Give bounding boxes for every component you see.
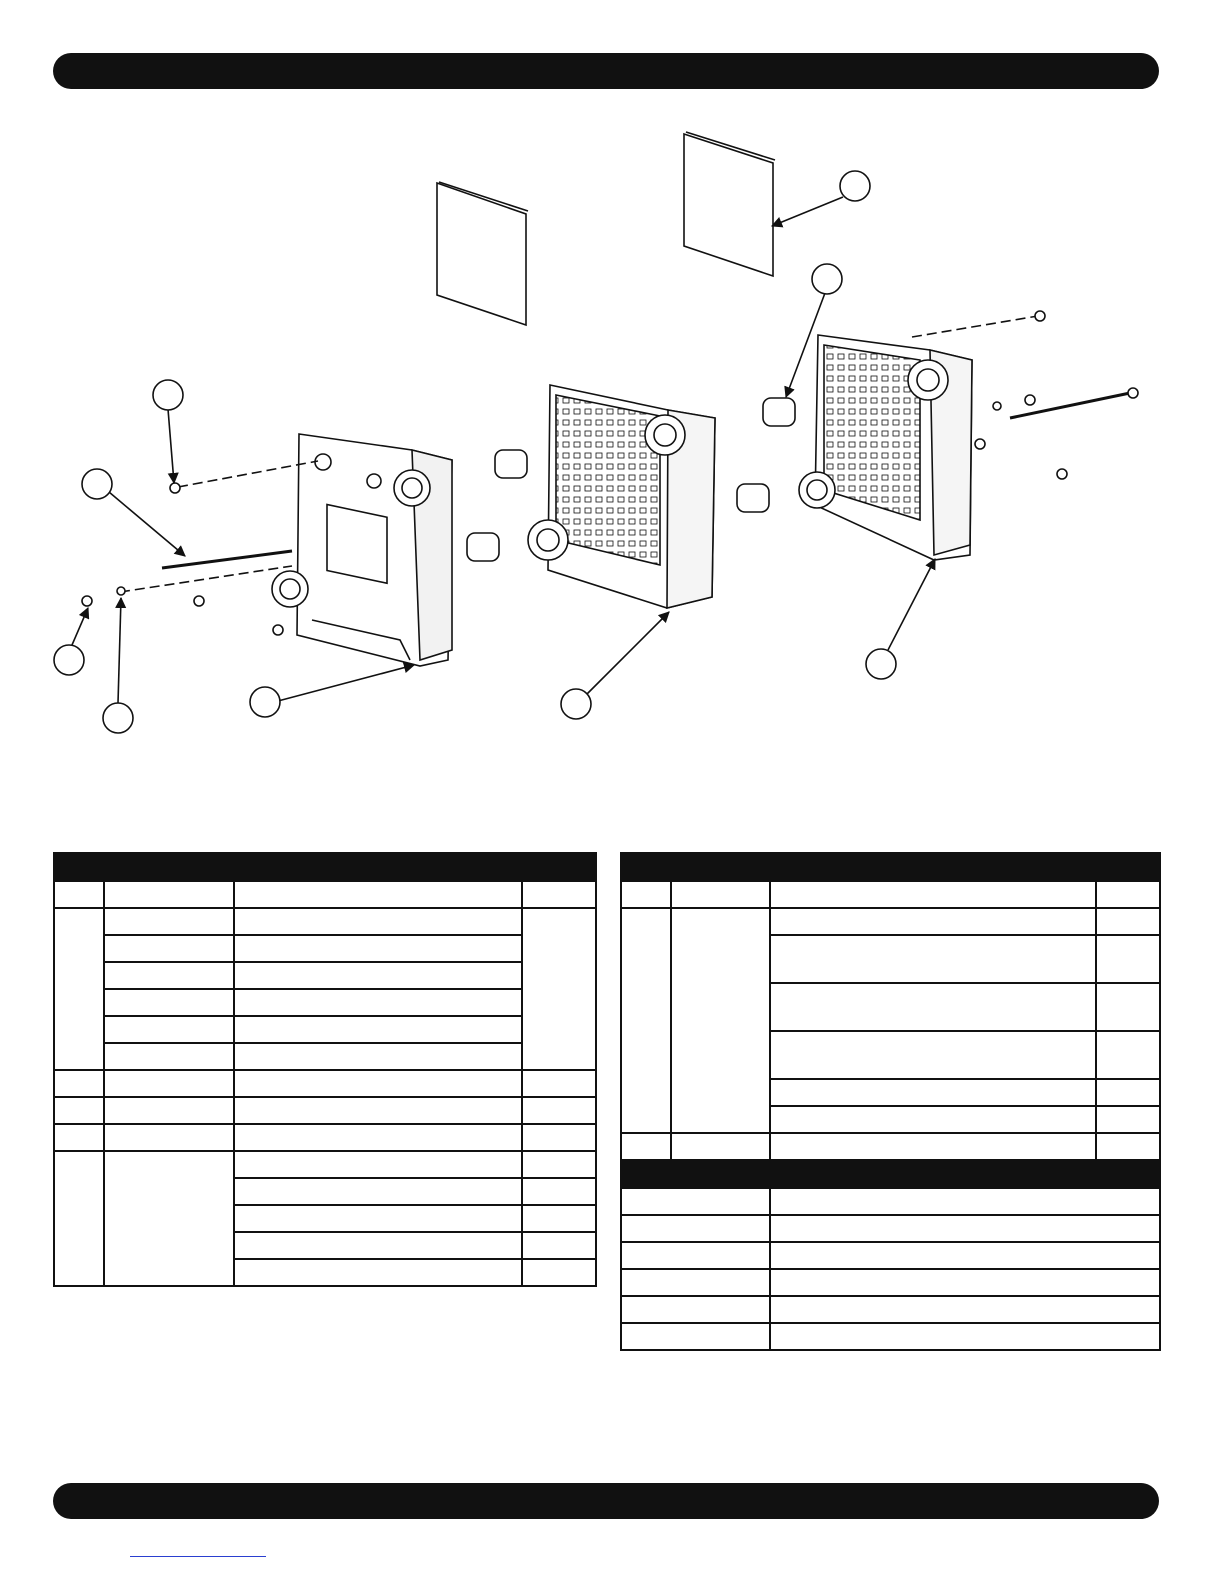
parts-table-right — [620, 852, 1161, 1351]
table-row — [54, 935, 596, 962]
table-row — [621, 881, 1160, 908]
callout-5 — [54, 645, 84, 675]
callout-9 — [866, 649, 896, 679]
table-row — [621, 1296, 1160, 1323]
callout-2 — [812, 264, 842, 294]
table-row — [54, 1070, 596, 1097]
table-row — [54, 1016, 596, 1043]
callout-1 — [840, 171, 870, 201]
callout-7 — [250, 687, 280, 717]
gasket-sheet-right — [684, 132, 775, 276]
table-row — [54, 1043, 596, 1070]
table-row — [54, 989, 596, 1016]
middle-section — [528, 385, 715, 608]
footer-bar — [53, 1483, 1159, 1519]
table-row — [621, 1269, 1160, 1296]
table-row — [621, 1133, 1160, 1160]
table-header-row — [621, 853, 1160, 881]
header-part-number — [671, 853, 770, 881]
section-header-row — [621, 1160, 1160, 1188]
table-row — [621, 1188, 1160, 1215]
header-item — [54, 853, 104, 881]
table-row — [54, 881, 596, 908]
table-row — [54, 908, 596, 935]
table-row — [54, 962, 596, 989]
parts-table-left — [53, 852, 597, 1287]
table-row — [54, 1151, 596, 1178]
header-description — [770, 853, 1096, 881]
header-item — [621, 853, 671, 881]
exploded-parts-diagram — [0, 110, 1224, 750]
callout-6 — [103, 703, 133, 733]
front-section — [272, 434, 452, 666]
callout-4 — [82, 469, 112, 499]
callout-3 — [153, 380, 183, 410]
header-quantity — [1096, 853, 1160, 881]
back-section — [799, 335, 972, 560]
table-row — [54, 1124, 596, 1151]
header-bar — [53, 53, 1159, 89]
header-description — [234, 853, 522, 881]
section-title — [621, 1160, 1160, 1188]
table-header-row — [54, 853, 596, 881]
header-quantity — [522, 853, 596, 881]
callout-8 — [561, 689, 591, 719]
table-row — [54, 1097, 596, 1124]
gasket-sheet-left — [437, 182, 528, 325]
table-row — [621, 908, 1160, 935]
table-row — [621, 1323, 1160, 1350]
table-row — [621, 1242, 1160, 1269]
table-row — [621, 1215, 1160, 1242]
footer-link[interactable] — [130, 1556, 266, 1557]
header-part-number — [104, 853, 234, 881]
